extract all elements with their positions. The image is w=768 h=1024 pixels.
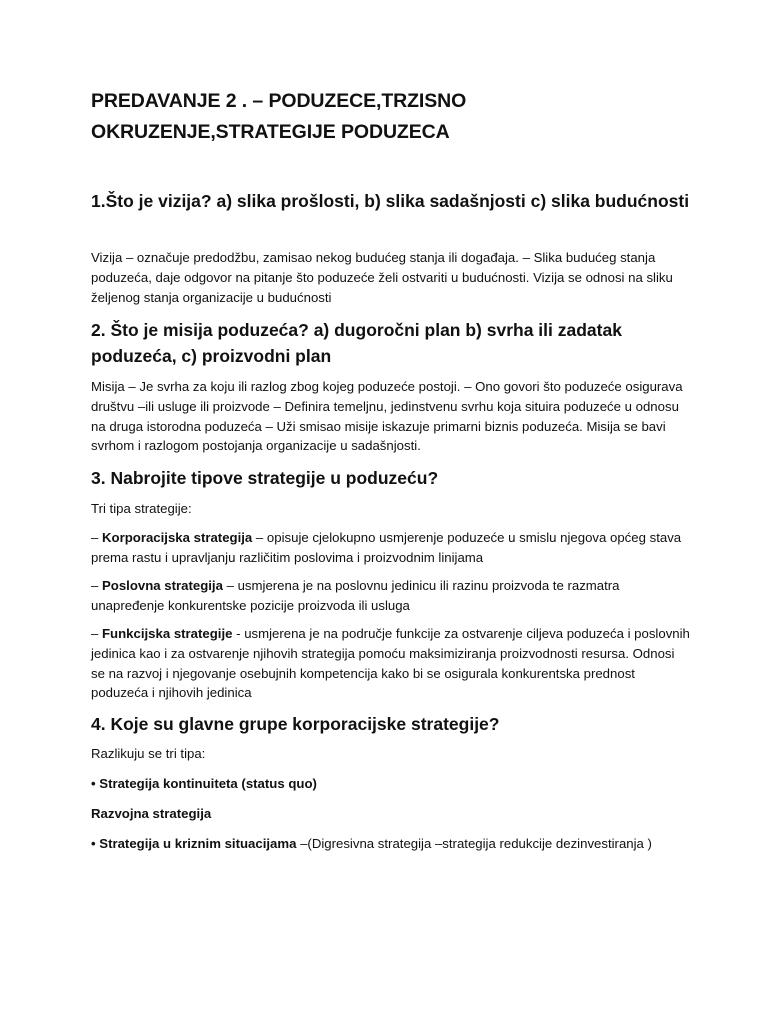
strategy-item-corporate xyxy=(91,528,691,568)
document-title xyxy=(91,86,691,148)
item-prefix: – xyxy=(91,626,102,641)
question-2-heading: 2. Što je misija poduzeća? a) dugoročni plan b) svrha ili zadatak poduzeća, c) proizvodni plan xyxy=(91,320,622,366)
group-item-development: Razvojna strategija xyxy=(91,806,212,821)
title-line-2: OKRUZENJE,STRATEGIJE PODUZECA xyxy=(91,121,450,143)
item-term: Funkcijska strategije xyxy=(102,626,233,641)
question-2-answer: Misija – Je svrha za koju ili razlog zbog kojeg poduzeće postoji. – Ono govori što poduzeće osigurava društvu –ili usluge ili proizvode – Definira temeljnu, jedinstvenu svrhu koja situira poduzeće u odnosu na druga istorodna poduzeća – Uži smisao misije iskazuje primarni biznis poduzeća. Misija se bavi svrhom i razlogom postojanja organizacije u sadašnjosti. xyxy=(91,379,683,454)
question-1-answer: Vizija – označuje predodžbu, zamisao nekog budućeg stanja ili događaja. – Slika budućeg stanja poduzeća, daje odgovor na pitanje što poduzeće želi ostvariti u budućnosti. Vizija se odnosi na sliku željenog stanja organizacije u budućnosti xyxy=(91,250,673,305)
question-4-heading: 4. Koje su glavne grupe korporacijske strategije? xyxy=(91,714,500,734)
strategy-item-business xyxy=(91,576,691,616)
group-item-continuity: • Strategija kontinuiteta (status quo) xyxy=(91,776,317,791)
question-3-heading: 3. Nabrojite tipove strategije u poduzeću? xyxy=(91,468,439,488)
item-term: • Strategija u kriznim situacijama xyxy=(91,836,297,851)
strategy-item-functional xyxy=(91,624,691,703)
item-term: Poslovna strategija xyxy=(102,578,223,593)
question-1-heading: 1.Što je vizija? a) slika prošlosti, b) slika sadašnjosti c) slika budućnosti xyxy=(91,191,690,211)
item-text: – opisuje cjelokupno usmjerenje poduzeće u smislu njegova općeg stava prema rastu i upravljanju različitim poslovima i proizvodnim linijama xyxy=(91,530,682,565)
item-text: –(Digresivna strategija –strategija redukcije dezinvestiranja ) xyxy=(296,836,652,851)
item-text: - usmjerena je na područje funkcije za ostvarenje ciljeva poduzeća i poslovnih jedinica kao i za ostvarenje njihovih strategija pomoću maksimiziranja proizvodnosti resursa. Odnosi se na razvoj i njegovanje osebujnih kompetencija kako bi se osigurala konkurentska prednost poduzeća i njihovih jedinica xyxy=(91,626,690,701)
item-term: Korporacijska strategija xyxy=(102,530,253,545)
question-3-intro: Tri tipa strategije: xyxy=(91,501,192,516)
item-prefix: – xyxy=(91,578,102,593)
title-line-1: PREDAVANJE 2 . – PODUZECE,TRZISNO xyxy=(91,90,467,112)
item-prefix: – xyxy=(91,530,102,545)
item-text: – usmjerena je na poslovnu jedinicu ili razinu proizvoda te razmatra unapređenje konkurentske pozicije proizvoda ili usluga xyxy=(91,578,620,613)
question-4-intro: Razlikuju se tri tipa: xyxy=(91,746,206,761)
group-item-crisis xyxy=(91,834,691,854)
